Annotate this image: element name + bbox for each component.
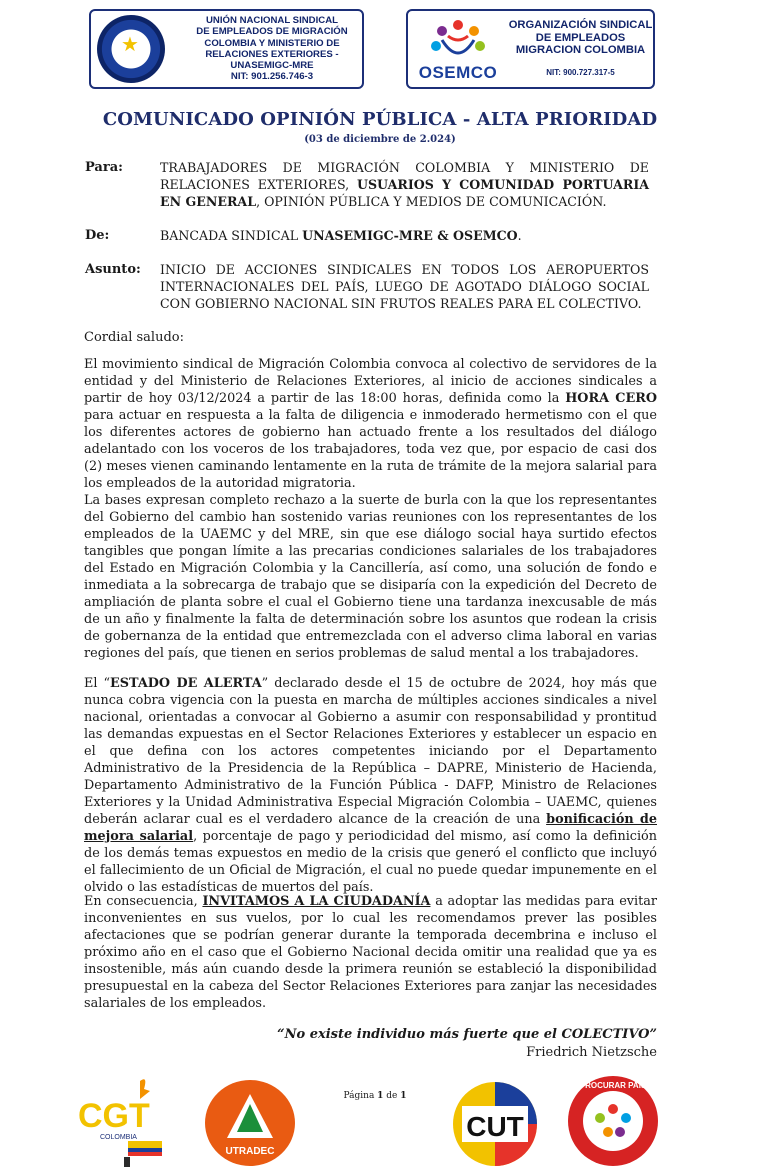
de-label: De: bbox=[85, 228, 110, 243]
org-line: RELACIONES EXTERIORES - bbox=[205, 48, 339, 60]
unasemigc-seal-logo bbox=[97, 15, 165, 83]
unasemigc-name bbox=[187, 15, 357, 83]
body-paragraph bbox=[84, 356, 657, 492]
quote-author: Friedrich Nietzsche bbox=[526, 1045, 657, 1060]
cgt-logo bbox=[70, 1075, 182, 1167]
org-line: MIGRACION COLOMBIA bbox=[515, 44, 646, 56]
org-line: COLOMBIA Y MINISTERIO DE bbox=[204, 37, 340, 49]
paragraph-text-bold: HORA CERO bbox=[565, 391, 657, 406]
para-text: TRABAJADORES DE MIGRACIÓN COLOMBIA Y MINISTERIO DE RELACIONES EXTERIORES, bbox=[160, 160, 649, 192]
de-text-bold: UNASEMIGC-MRE & OSEMCO bbox=[302, 228, 518, 243]
asunto-value: INICIO DE ACCIONES SINDICALES EN TODOS LOS AEROPUERTOS INTERNACIONALES DEL PAÍS, LUEGO DE AGOTADO DIÁLOGO SOCIAL CON GOBIERNO NACIONAL SIN FRUTOS REALES PARA EL COLECTIVO. bbox=[160, 262, 649, 311]
cgt-logo-subtext: COLOMBIA bbox=[100, 1134, 137, 1141]
star-icon: ★ bbox=[121, 34, 139, 56]
para-value bbox=[160, 159, 649, 210]
osemco-wordmark: OSEMCO bbox=[418, 63, 498, 82]
org-line: UNASEMIGC-MRE bbox=[230, 60, 314, 72]
cut-logo bbox=[440, 1076, 550, 1168]
paragraph-text: para actuar en respuesta a la falta de diligencia e inmoderado hermetismo con el que los diferentes actores de gobierno han actuado frente a los resultados del diálogo adelantado con los voceros de los trabajadores, toda vez que, por espacio de casi dos (2) meses vienen caminando lentamente en la ruta de trámite de la mejora salarial para los empleados de la autoridad migratoria. bbox=[84, 408, 657, 491]
de-value bbox=[160, 227, 649, 244]
cut-logo-text: CUT bbox=[466, 1111, 524, 1142]
org-line: ORGANIZACIÓN SINDICAL bbox=[508, 19, 653, 31]
procurar-pais-emblem bbox=[568, 1076, 658, 1166]
asunto-label: Asunto: bbox=[85, 262, 141, 277]
cgt-logo-text: CGT bbox=[78, 1097, 150, 1135]
osemco-nit: NIT: 900.727.317-5 bbox=[546, 68, 615, 77]
body-paragraph bbox=[84, 675, 657, 896]
page-middle: de bbox=[383, 1091, 401, 1101]
para-label: Para: bbox=[85, 160, 123, 175]
page-number bbox=[330, 1091, 420, 1101]
page-current: 1 bbox=[377, 1091, 384, 1101]
unasemigc-header-box bbox=[89, 9, 364, 89]
greeting: Cordial saludo: bbox=[84, 330, 184, 345]
document-title: COMUNICADO OPINIÓN PÚBLICA - ALTA PRIORIDAD bbox=[102, 109, 658, 130]
page-prefix: Página bbox=[343, 1091, 378, 1101]
utradec-logo-text: UTRADEC bbox=[225, 1146, 275, 1157]
paragraph-text-underline: bonificación de mejora salarial bbox=[84, 812, 657, 844]
utradec-logo bbox=[205, 1080, 295, 1166]
paragraph-text: El “ bbox=[84, 676, 111, 691]
closing-quote: “No existe individuo más fuerte que el COLECTIVO” bbox=[277, 1027, 657, 1042]
org-line: DE EMPLEADOS DE MIGRACIÓN bbox=[196, 26, 348, 38]
org-line: UNIÓN NACIONAL SINDICAL bbox=[205, 15, 338, 26]
org-line: DE EMPLEADOS bbox=[535, 31, 626, 44]
paragraph-text: ” declarado desde el 15 de octubre de 2024, hoy más que nunca cobra vigencia con la puesta en marcha de múltiples acciones sindicales a nivel nacional, orientadas a convocar al Gobierno a asumir con responsabilidad y prontitud las demandas expuestas en el Sector Relaciones Exteriores y establecer un espacio en el que defina con los actores competentes iniciando por el Departamento Administrativo de la Presidencia de la República – DAPRE, Ministerio de Hacienda, Departamento Administrativo de la Función Pública - DAFP, Ministro de Relaciones Exteriores y la Unidad Administrativa Especial Migración Colombia – UAEMC, quienes deberán aclarar cual es el verdadero alcance de la creación de una bbox=[84, 676, 658, 827]
de-text: BANCADA SINDICAL bbox=[160, 228, 303, 243]
procurar-pais-logo-text: PROCURAR PAÍS bbox=[579, 1081, 647, 1090]
page-total: 1 bbox=[400, 1091, 407, 1101]
paragraph-text: a adoptar las medidas para evitar inconvenientes en sus vuelos, por lo cual les recomendamos prever las posibles afectaciones que se podrían generar durante la temporada decembrina e incluso el próximo año en el caso que el Gobierno Nacional decida omitir una realidad que ya es insostenible, más aún cuando desde la primera reunión se estableció la disponibilidad presupuestal en la cabeza del Sector Relaciones Exteriores para zanjar las necesidades salariales de los empleados. bbox=[84, 894, 657, 1011]
paragraph-text: , porcentaje de pago y periodicidad del mismo, así como la definición de los demás temas expuestos en medio de la crisis que generó el conflicto que incluyó el fallecimiento de un Oficial de Migración, el cual no puede quedar impunemente en el olvido o las estadísticas de muertos del país. bbox=[84, 829, 657, 895]
para-text-bold: USUARIOS Y COMUNIDAD PORTUARIA EN GENERAL bbox=[160, 177, 649, 209]
de-text-end: . bbox=[517, 228, 522, 243]
body-paragraph bbox=[84, 893, 657, 1012]
para-text: , OPINIÓN PÚBLICA Y MEDIOS DE COMUNICACIÓN. bbox=[256, 194, 607, 209]
procurar-pais-logo bbox=[568, 1076, 658, 1166]
utradec-emblem bbox=[205, 1080, 295, 1166]
paragraph-text: El movimiento sindical de Migración Colombia convoca al colectivo de servidores de la entidad y del Ministerio de Relaciones Exteriores, al inicio de acciones sindicales a partir de hoy 03/12/2024 a partir de las 18:00 horas, definida como la bbox=[84, 357, 657, 406]
paragraph-text: En consecuencia, bbox=[84, 894, 203, 909]
body-paragraph: La bases expresan completo rechazo a la suerte de burla con la que los representantes del Gobierno del cambio han sostenido varias reuniones con los representantes de los empleados de la UAEMC y del MRE, sin que ese diálogo social haya surtido efectos tangibles que pongan límite a las precarias condiciones salariales de los trabajadores del Estado en Migración Colombia y la Cancillería, así como, una solución de fondo e inmediata a la sobrecarga de trabajo que se disiparía con la expedición del Decreto de ampliación de planta sobre el cual el Gobierno tiene una tardanza inexcusable de más de un año y finalmente la falta de determinación sobre los asuntos que rodean la crisis de gobernanza de la entidad que entremezclada con el adverso clima laboral en varias regiones del país, que tienen en serios problemas de salud mental a los trabajadores. bbox=[84, 493, 657, 661]
osemco-name bbox=[508, 19, 653, 57]
paragraph-text-bold: ESTADO DE ALERTA bbox=[110, 676, 262, 691]
unasemigc-nit: NIT: 901.256.746-3 bbox=[230, 71, 314, 83]
document-date: (03 de diciembre de 2.024) bbox=[304, 134, 456, 145]
paragraph-text-underline: INVITAMOS A LA CIUDADANÍA bbox=[202, 894, 431, 909]
osemco-header-box bbox=[406, 9, 655, 89]
